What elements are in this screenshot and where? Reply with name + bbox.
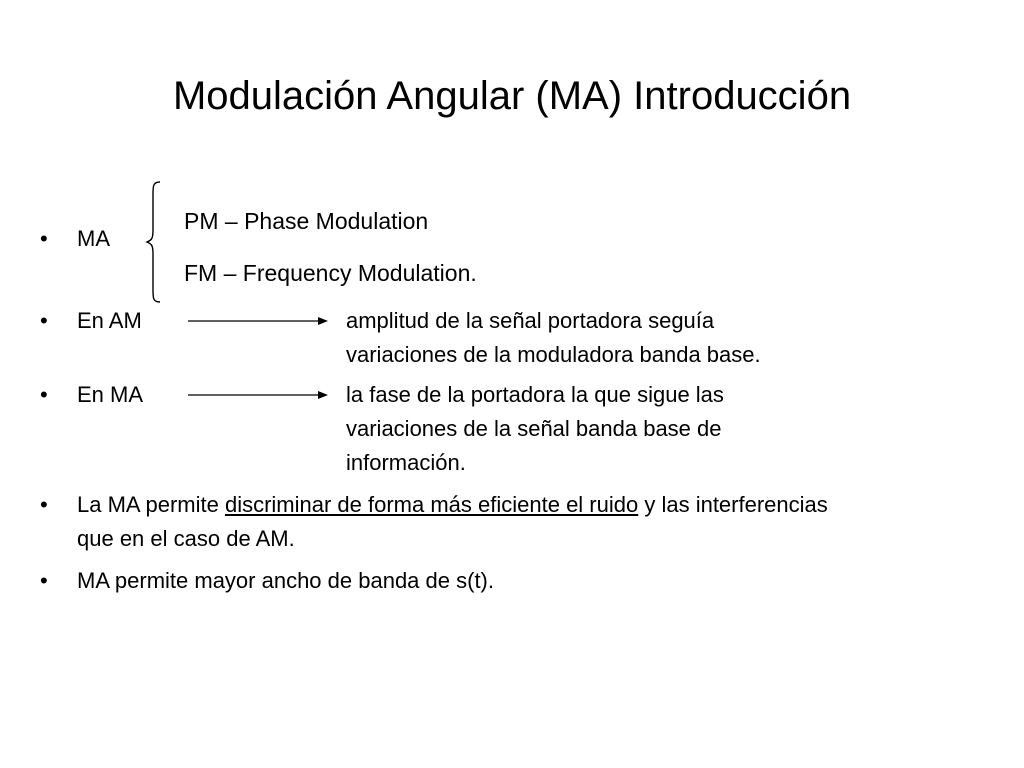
right-arrow-icon — [188, 315, 328, 327]
bullet-text-underlined: discriminar de forma más eficiente el ruido — [224, 492, 639, 517]
bullet-ma-ancho-banda: MA permite mayor ancho de banda de s(t). — [77, 568, 494, 593]
bullet-icon: • — [40, 492, 48, 517]
right-arrow-icon — [188, 389, 328, 401]
en-ma-description-line-2: variaciones de la señal banda base de — [346, 416, 722, 441]
en-ma-description-line-1: la fase de la portadora la que sigue las — [346, 382, 724, 407]
bullet-en-ma-label: En MA — [77, 382, 144, 407]
bullet-icon: • — [40, 308, 48, 333]
bullet-text-before: La MA permite — [77, 492, 225, 517]
bullet-text-after: y las interferencias — [638, 492, 828, 517]
bullet-icon: • — [40, 568, 48, 593]
slide-title: Modulación Angular (MA) Introducción — [172, 74, 852, 118]
bullet-ma-label: MA — [77, 226, 110, 251]
left-brace-icon — [144, 180, 164, 304]
bullet-en-am-label: En AM — [77, 308, 142, 333]
sub-item-pm: PM – Phase Modulation — [184, 208, 429, 234]
bullet-ma-permite-ruido-line-2: que en el caso de AM. — [77, 526, 295, 551]
sub-item-fm: FM – Frequency Modulation. — [184, 260, 477, 286]
en-am-description-line-1: amplitud de la señal portadora seguía — [346, 308, 715, 333]
bullet-icon: • — [40, 382, 48, 407]
bullet-ma-permite-ruido — [77, 488, 828, 522]
en-ma-description-line-3: información. — [346, 450, 466, 475]
en-am-description-line-2: variaciones de la moduladora banda base. — [346, 342, 761, 367]
bullet-icon: • — [40, 226, 48, 251]
